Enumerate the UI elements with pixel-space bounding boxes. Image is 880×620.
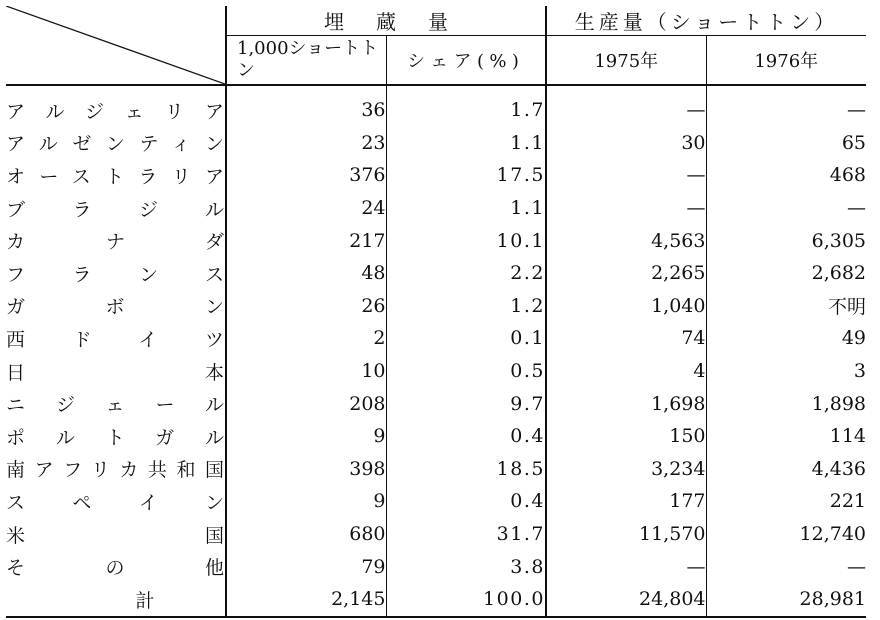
production-1975-value: — (546, 550, 706, 583)
share-value: 31.7 (386, 518, 546, 551)
production-1976-value: 1,898 (811, 392, 867, 415)
table-row (6, 224, 866, 257)
table-row (6, 85, 866, 127)
table-row (6, 387, 866, 420)
share-value: 0.1 (386, 322, 546, 355)
share-value: 0.5 (386, 355, 546, 388)
production-1975-value: 177 (546, 485, 706, 518)
country-name: その他 (6, 550, 226, 583)
country-name: 米国 (6, 518, 226, 551)
production-1976-value: — (847, 555, 867, 578)
header-corner-cell (6, 6, 226, 85)
production-1976-value: 49 (841, 327, 867, 350)
country-name: アルゼンティン (6, 127, 226, 160)
reserves-value: 9 (226, 420, 386, 453)
production-1976-value: — (847, 99, 867, 122)
diagonal-line-icon (6, 6, 225, 84)
total-share-value: 100.0 (386, 583, 546, 617)
table-row (6, 453, 866, 486)
country-name: スペイン (6, 485, 226, 518)
country-name: 南アフリカ共和国 (6, 453, 226, 486)
table-row (6, 518, 866, 551)
total-reserves-value: 2,145 (226, 583, 386, 617)
production-1976-value: 2,682 (811, 262, 867, 285)
production-1976-value: 不明 (828, 296, 867, 319)
reserves-value: 23 (226, 127, 386, 160)
total-row (6, 583, 866, 617)
uranium-reserves-production-table (6, 6, 866, 618)
production-1976-value: 65 (841, 131, 867, 154)
production-1976-value: 6,305 (811, 229, 867, 252)
table-row (6, 159, 866, 192)
reserves-value: 36 (226, 85, 386, 127)
share-value: 0.4 (386, 485, 546, 518)
country-name: アルジェリア (6, 85, 226, 127)
production-1976-value: 221 (829, 490, 867, 513)
year-1976-header: 1976年 (706, 36, 866, 86)
share-value: 0.4 (386, 420, 546, 453)
share-value: 3.8 (386, 550, 546, 583)
production-1975-value: 11,570 (546, 518, 706, 551)
country-name: オーストラリア (6, 159, 226, 192)
total-production-1976-value: 28,981 (706, 583, 866, 617)
total-production-1975-value: 24,804 (546, 583, 706, 617)
reserves-group-header: 埋蔵量 (226, 6, 546, 36)
table-row (6, 355, 866, 388)
reserves-value: 376 (226, 159, 386, 192)
table-row (6, 550, 866, 583)
country-name: 西ドイツ (6, 322, 226, 355)
production-1975-value: — (546, 192, 706, 225)
country-name: ニジェール (6, 387, 226, 420)
table-row (6, 257, 866, 290)
share-value: 10.1 (386, 224, 546, 257)
table-row (6, 322, 866, 355)
share-value: 1.1 (386, 127, 546, 160)
country-name: ポルトガル (6, 420, 226, 453)
reserves-unit-header: 1,000ショートトン (226, 36, 386, 86)
production-1975-value: — (546, 85, 706, 127)
reserves-value: 79 (226, 550, 386, 583)
share-value: 18.5 (386, 453, 546, 486)
table-row (6, 420, 866, 453)
table-header (6, 6, 866, 85)
table-row (6, 485, 866, 518)
reserves-value: 217 (226, 224, 386, 257)
production-1976-value: 4,436 (811, 457, 867, 480)
table-row (6, 290, 866, 323)
reserves-value: 9 (226, 485, 386, 518)
share-header: シェア(%) (386, 36, 546, 86)
share-value: 1.1 (386, 192, 546, 225)
year-1975-header: 1975年 (546, 36, 706, 86)
production-1975-value: 1,040 (546, 290, 706, 323)
country-name: 日本 (6, 355, 226, 388)
production-1976-value: 12,740 (799, 523, 867, 546)
table-row (6, 192, 866, 225)
production-1975-value: 2,265 (546, 257, 706, 290)
production-1975-value: 1,698 (546, 387, 706, 420)
share-value: 2.2 (386, 257, 546, 290)
production-1975-value: 150 (546, 420, 706, 453)
reserves-value: 398 (226, 453, 386, 486)
reserves-value: 10 (226, 355, 386, 388)
production-1976-value: 114 (829, 425, 867, 448)
reserves-value: 2 (226, 322, 386, 355)
share-value: 9.7 (386, 387, 546, 420)
table-body (6, 85, 866, 617)
production-1975-value: — (546, 159, 706, 192)
production-1975-value: 30 (546, 127, 706, 160)
total-label: 計 (6, 583, 226, 617)
share-value: 1.7 (386, 85, 546, 127)
reserves-value: 680 (226, 518, 386, 551)
reserves-value: 26 (226, 290, 386, 323)
table-row (6, 127, 866, 160)
production-1975-value: 4,563 (546, 224, 706, 257)
production-1976-value: 3 (853, 360, 867, 383)
reserves-value: 208 (226, 387, 386, 420)
production-group-header: 生産量（ショートトン） (546, 6, 866, 36)
country-name: フランス (6, 257, 226, 290)
production-1975-value: 4 (546, 355, 706, 388)
reserves-value: 24 (226, 192, 386, 225)
share-value: 1.2 (386, 290, 546, 323)
reserves-value: 48 (226, 257, 386, 290)
share-value: 17.5 (386, 159, 546, 192)
production-1975-value: 3,234 (546, 453, 706, 486)
production-1976-value: 468 (829, 164, 867, 187)
country-name: ブラジル (6, 192, 226, 225)
production-1975-value: 74 (546, 322, 706, 355)
country-name: ガボン (6, 290, 226, 323)
country-name: カナダ (6, 224, 226, 257)
production-1976-value: — (847, 197, 867, 220)
